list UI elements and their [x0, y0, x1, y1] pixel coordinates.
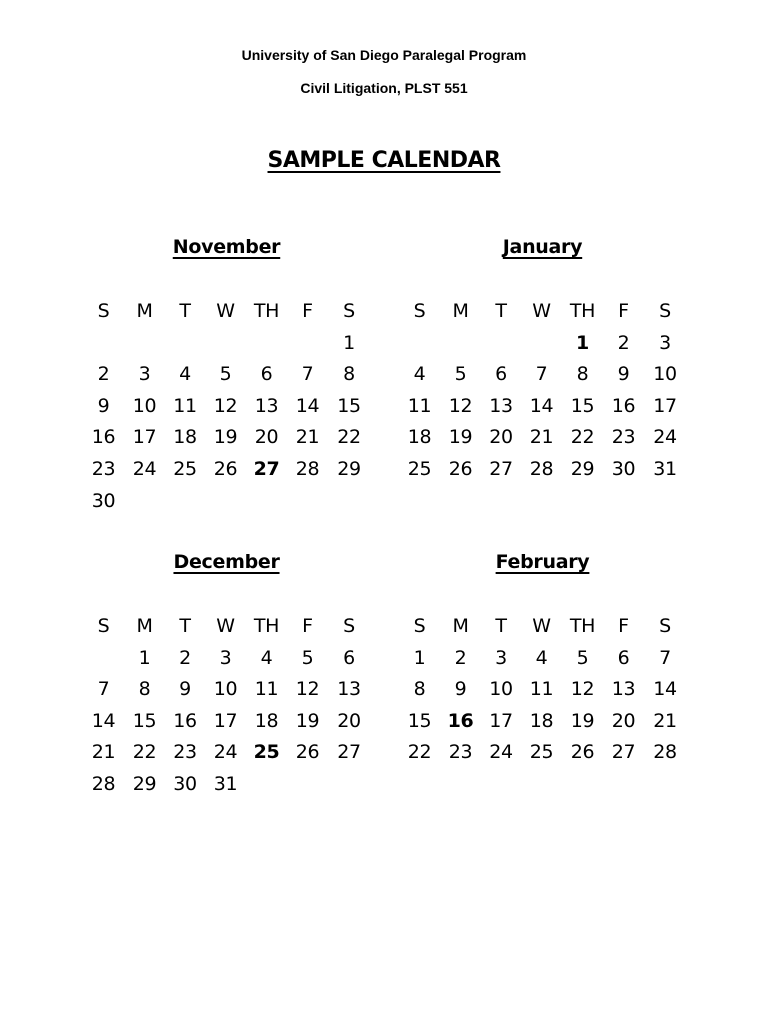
course-heading: Civil Litigation, PLST 551	[300, 80, 468, 96]
day-cell: 18	[254, 709, 279, 732]
day-cell: 7	[535, 363, 548, 386]
day-cell: 24	[213, 741, 238, 764]
weekday-header: S	[97, 615, 110, 637]
weekday-header: S	[659, 615, 671, 637]
weekday-header: S	[97, 300, 110, 322]
weekday-header: S	[659, 300, 671, 322]
month-name: January	[502, 236, 583, 258]
month-grid	[399, 296, 686, 486]
day-cell: 1	[138, 646, 151, 669]
day-cell: 17	[653, 394, 677, 417]
day-cell: 17	[489, 709, 513, 732]
day-cell: 16	[611, 394, 636, 417]
weekday-header: W	[532, 615, 551, 637]
day-cell: 10	[489, 678, 513, 701]
day-cell: 2	[617, 331, 630, 354]
day-cell: 10	[213, 678, 238, 701]
day-cell: 17	[213, 709, 238, 732]
day-cell: 27	[611, 741, 636, 764]
day-cell: 22	[337, 426, 361, 449]
day-cell: 21	[91, 741, 116, 764]
document-title: SAMPLE CALENDAR	[267, 148, 501, 173]
day-cell: 14	[295, 394, 320, 417]
day-cell: 20	[254, 426, 279, 449]
day-cell: 25	[529, 741, 554, 764]
day-cell: 6	[495, 363, 507, 386]
day-cell: 15	[570, 394, 595, 417]
blank-day-cell	[246, 328, 287, 360]
day-cell: 28	[91, 772, 116, 795]
day-cell: 16	[173, 709, 197, 732]
day-cell: 9	[617, 363, 630, 386]
day-cell: 18	[529, 709, 554, 732]
day-cell: 29	[132, 772, 157, 795]
weekday-header: F	[618, 615, 629, 637]
day-cell: 14	[91, 709, 116, 732]
weekday-header: TH	[569, 300, 596, 322]
day-cell: 25	[407, 457, 432, 480]
day-cell: 26	[570, 741, 595, 764]
weekday-header: W	[216, 615, 235, 637]
weekday-header: S	[343, 300, 355, 322]
day-cell: 3	[495, 646, 507, 669]
month-name: November	[172, 236, 281, 258]
day-cell: 14	[653, 678, 677, 701]
weekday-header: F	[302, 300, 313, 322]
blank-day-cell	[205, 328, 246, 360]
blank-day-cell	[124, 328, 165, 360]
day-cell: 15	[132, 709, 157, 732]
day-cell: 11	[173, 394, 197, 417]
day-cell: 19	[295, 709, 320, 732]
day-cell: 20	[611, 709, 636, 732]
day-cell: 14	[529, 394, 554, 417]
day-cell: 8	[413, 678, 426, 701]
day-cell: 17	[132, 426, 157, 449]
day-cell: 7	[301, 363, 314, 386]
day-cell: 18	[407, 426, 432, 449]
day-cell: 5	[454, 363, 467, 386]
day-cell: 5	[301, 646, 314, 669]
day-cell: 10	[653, 363, 677, 386]
weekday-header: T	[495, 615, 507, 637]
day-cell: 3	[659, 331, 671, 354]
day-cell: 9	[179, 678, 191, 701]
day-cell: 20	[337, 709, 361, 732]
day-cell: 28	[295, 457, 320, 480]
day-cell: 26	[295, 741, 320, 764]
day-cell: 19	[570, 709, 595, 732]
highlighted-day-cell: 25	[253, 741, 280, 764]
weekday-header: F	[302, 615, 313, 637]
day-cell: 31	[213, 772, 238, 795]
weekday-header: W	[216, 300, 235, 322]
weekday-header: T	[179, 300, 191, 322]
month-grid	[399, 611, 686, 769]
day-cell: 25	[173, 457, 197, 480]
day-cell: 10	[132, 394, 157, 417]
day-cell: 22	[407, 741, 432, 764]
day-cell: 31	[653, 457, 677, 480]
blank-day-cell	[83, 643, 124, 675]
weekday-header: TH	[569, 615, 596, 637]
day-cell: 11	[254, 678, 279, 701]
day-cell: 8	[138, 678, 151, 701]
blank-day-cell	[481, 328, 521, 360]
day-cell: 5	[219, 363, 232, 386]
institution-heading: University of San Diego Paralegal Program	[241, 47, 527, 63]
day-cell: 11	[407, 394, 432, 417]
day-cell: 23	[91, 457, 116, 480]
day-cell: 28	[529, 457, 554, 480]
day-cell: 19	[448, 426, 473, 449]
day-cell: 29	[337, 457, 361, 480]
day-cell: 1	[343, 331, 355, 354]
day-cell: 3	[138, 363, 151, 386]
day-cell: 30	[611, 457, 636, 480]
day-cell: 28	[653, 741, 677, 764]
day-cell: 23	[448, 741, 473, 764]
day-cell: 13	[254, 394, 279, 417]
month-grid	[83, 611, 370, 801]
day-cell: 23	[611, 426, 636, 449]
weekday-header: S	[413, 300, 426, 322]
day-cell: 12	[570, 678, 595, 701]
day-cell: 27	[489, 457, 513, 480]
day-cell: 13	[337, 678, 361, 701]
day-cell: 22	[132, 741, 157, 764]
day-cell: 26	[213, 457, 238, 480]
day-cell: 6	[617, 646, 630, 669]
day-cell: 7	[97, 678, 110, 701]
blank-day-cell	[399, 328, 440, 360]
highlighted-day-cell: 16	[447, 709, 474, 732]
weekday-header: M	[136, 615, 153, 637]
day-cell: 4	[179, 363, 191, 386]
day-cell: 24	[489, 741, 513, 764]
day-cell: 4	[413, 363, 426, 386]
weekday-header: W	[532, 300, 551, 322]
month-grid	[83, 296, 370, 517]
weekday-header: S	[413, 615, 426, 637]
day-cell: 15	[337, 394, 361, 417]
day-cell: 29	[570, 457, 595, 480]
day-cell: 30	[173, 772, 197, 795]
blank-day-cell	[287, 328, 328, 360]
day-cell: 3	[219, 646, 232, 669]
day-cell: 6	[343, 646, 355, 669]
highlighted-day-cell: 1	[576, 331, 589, 354]
day-cell: 27	[337, 741, 361, 764]
highlighted-day-cell: 27	[253, 457, 280, 480]
day-cell: 24	[132, 457, 157, 480]
month-name: December	[173, 551, 280, 573]
day-cell: 8	[343, 363, 355, 386]
day-cell: 19	[213, 426, 238, 449]
day-cell: 9	[97, 394, 110, 417]
blank-day-cell	[165, 328, 205, 360]
day-cell: 7	[659, 646, 671, 669]
weekday-header: S	[343, 615, 355, 637]
day-cell: 2	[97, 363, 110, 386]
day-cell: 26	[448, 457, 473, 480]
day-cell: 24	[653, 426, 677, 449]
day-cell: 4	[535, 646, 548, 669]
blank-day-cell	[83, 328, 124, 360]
blank-day-cell	[440, 328, 481, 360]
day-cell: 18	[173, 426, 197, 449]
day-cell: 1	[413, 646, 426, 669]
day-cell: 5	[576, 646, 589, 669]
blank-day-cell	[521, 328, 562, 360]
day-cell: 6	[260, 363, 273, 386]
weekday-header: T	[179, 615, 191, 637]
day-cell: 21	[529, 426, 554, 449]
day-cell: 13	[489, 394, 513, 417]
day-cell: 15	[407, 709, 432, 732]
day-cell: 16	[91, 426, 116, 449]
weekday-header: M	[452, 615, 469, 637]
day-cell: 23	[173, 741, 197, 764]
day-cell: 8	[576, 363, 589, 386]
weekday-header: F	[618, 300, 629, 322]
day-cell: 9	[454, 678, 467, 701]
day-cell: 4	[260, 646, 273, 669]
day-cell: 30	[91, 489, 116, 512]
day-cell: 21	[653, 709, 677, 732]
day-cell: 11	[529, 678, 554, 701]
day-cell: 21	[295, 426, 320, 449]
weekday-header: TH	[253, 615, 280, 637]
day-cell: 2	[454, 646, 467, 669]
day-cell: 12	[295, 678, 320, 701]
day-cell: 20	[489, 426, 513, 449]
day-cell: 13	[611, 678, 636, 701]
weekday-header: M	[452, 300, 469, 322]
day-cell: 12	[448, 394, 473, 417]
weekday-header: T	[495, 300, 507, 322]
day-cell: 2	[179, 646, 191, 669]
day-cell: 22	[570, 426, 595, 449]
weekday-header: M	[136, 300, 153, 322]
day-cell: 12	[213, 394, 238, 417]
weekday-header: TH	[253, 300, 280, 322]
month-name: February	[495, 551, 590, 573]
